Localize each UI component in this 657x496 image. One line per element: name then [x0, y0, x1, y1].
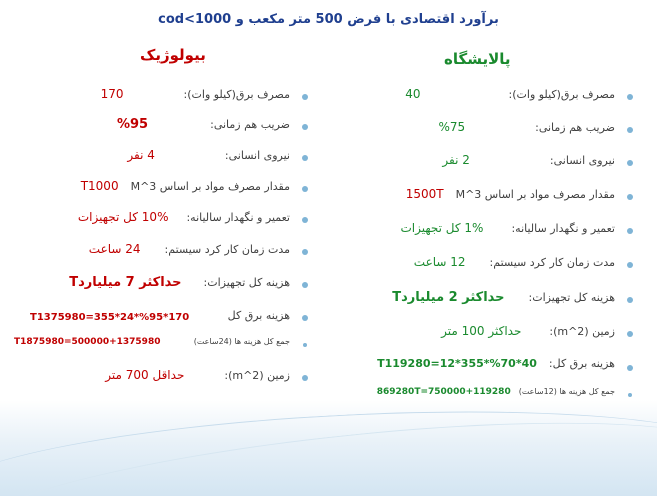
bullet-icon [627, 160, 633, 166]
bio-value: 10% کل تجهیزات [77, 210, 169, 224]
bio-item [105, 368, 290, 382]
decorative-band [0, 400, 657, 496]
bio-item [228, 309, 290, 322]
refinery-label: مقدار مصرف مواد بر اساس M^3 [455, 188, 615, 201]
refinery-item [401, 221, 616, 235]
refinery-value: %75 [438, 120, 466, 134]
slide-title: برآورد اقتصادی با فرض 500 متر مکعب و cod<1000 [158, 12, 499, 27]
refinery-item [442, 153, 615, 167]
refinery-value: 40 [405, 87, 421, 101]
bullet-icon [627, 228, 633, 234]
bio-item [194, 337, 290, 346]
bullet-icon [302, 155, 308, 161]
refinery-value: 750000+119280=869280T [376, 387, 511, 397]
bio-value: T1000 [80, 179, 119, 193]
bullet-icon [627, 262, 633, 268]
bio-label: هزینه کل تجهیزات: [203, 276, 290, 289]
bullet-icon [628, 393, 632, 397]
bullet-icon [302, 375, 308, 381]
bio-value: %95 [116, 117, 149, 132]
bio-label: زمین (m^2): [224, 369, 290, 382]
refinery-item [377, 357, 615, 370]
bio-item [69, 275, 290, 290]
bullet-icon [302, 186, 308, 192]
bio-value: T1875980=500000+1375980 [14, 337, 161, 347]
refinery-item [377, 387, 615, 397]
refinery-label: ضریب هم زمانی: [535, 121, 615, 134]
bio-item [89, 242, 290, 256]
bio-item [101, 87, 290, 101]
refinery-label: هزینه برق کل: [548, 357, 615, 370]
bio-label: مقدار مصرف مواد بر اساس M^3 [130, 180, 290, 193]
bio-label: مصرف برق(کیلو وات): [183, 88, 290, 101]
refinery-label: جمع کل هزینه ها (12ساعت) [518, 387, 615, 396]
refinery-value: 2 نفر [442, 153, 470, 167]
bullet-icon [302, 94, 308, 100]
bio-item [81, 179, 290, 193]
refinery-item [441, 324, 615, 338]
refinery-value: حداکثر 100 متر [441, 324, 522, 338]
refinery-value: 1% کل تجهیزات [400, 221, 484, 235]
refinery-item [405, 87, 615, 101]
refinery-value: T119280=12*355*%70*40 [377, 357, 537, 370]
refinery-item [414, 255, 615, 269]
bullet-icon [302, 124, 308, 130]
bio-value: حداکثر 7 میلیاردT [69, 275, 182, 290]
heading-refinery: پالایشگاه [444, 50, 511, 68]
refinery-label: تعمیر و نگهدار سالیانه: [511, 222, 615, 235]
bullet-icon [627, 297, 633, 303]
bullet-icon [627, 331, 633, 337]
refinery-label: نیروی انسانی: [549, 154, 615, 167]
bullet-icon [627, 127, 633, 133]
bio-value: 170 [100, 87, 124, 101]
refinery-label: هزینه کل تجهیزات: [528, 291, 615, 304]
bio-item [117, 117, 290, 132]
bio-label: تعمیر و نگهدار سالیانه: [186, 211, 290, 224]
bio-label: مدت زمان کار کرد سیستم: [164, 243, 290, 256]
refinery-item [392, 290, 615, 305]
bio-value: حداقل 700 متر [105, 368, 185, 382]
bio-item [127, 148, 290, 162]
bullet-icon [302, 217, 308, 223]
refinery-label: زمین (m^2): [549, 325, 615, 338]
bio-label: نیروی انسانی: [224, 149, 290, 162]
refinery-item [406, 187, 615, 201]
refinery-item [438, 120, 615, 134]
bio-item [78, 210, 290, 224]
bio-formula [30, 312, 189, 323]
bullet-icon [303, 343, 307, 347]
bullet-icon [627, 194, 633, 200]
bio-label: ضریب هم زمانی: [210, 118, 290, 131]
bio-value: 4 نفر [127, 148, 155, 162]
bullet-icon [302, 249, 308, 255]
bio-label: جمع کل هزینه ها (24ساعت) [193, 337, 290, 346]
heading-biological: بیولوژیک [140, 46, 206, 64]
bullet-icon [302, 282, 308, 288]
bio-value: 24 ساعت [88, 242, 141, 256]
bullet-icon [627, 365, 633, 371]
bio-formula [14, 337, 160, 347]
bullet-icon [302, 315, 308, 321]
refinery-value: 1500T [405, 187, 444, 201]
bullet-icon [627, 94, 633, 100]
refinery-value: 12 ساعت [413, 255, 466, 269]
refinery-label: مصرف برق(کیلو وات): [508, 88, 615, 101]
refinery-value: حداکثر 2 میلیاردT [392, 290, 505, 305]
bio-value: T1375980=355*24*%95*170 [30, 312, 190, 323]
refinery-label: مدت زمان کار کرد سیستم: [489, 256, 615, 269]
bio-label: هزینه برق کل [227, 309, 290, 322]
